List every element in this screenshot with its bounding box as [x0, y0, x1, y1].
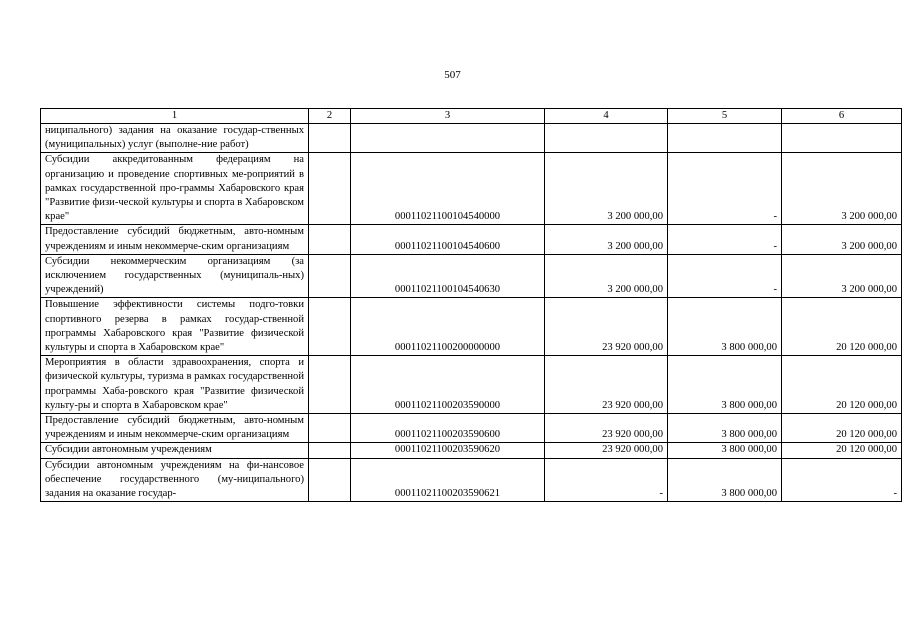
table-row: [41, 356, 902, 414]
column-header: 3: [351, 109, 545, 124]
cell-col2: [309, 225, 351, 254]
cell-col2: [309, 298, 351, 356]
column-header: 1: [41, 109, 309, 124]
cell-code: 00011021100104540600: [351, 225, 545, 254]
cell-value-6: 20 120 000,00: [782, 414, 902, 443]
cell-code: 00011021100203590600: [351, 414, 545, 443]
cell-value-6: 3 200 000,00: [782, 254, 902, 298]
table-row: [41, 124, 902, 153]
cell-value-5: -: [668, 153, 782, 225]
cell-value-6: 20 120 000,00: [782, 356, 902, 414]
cell-col2: [309, 356, 351, 414]
header-row: [41, 109, 902, 124]
cell-value-6: 20 120 000,00: [782, 298, 902, 356]
cell-value-5: 3 800 000,00: [668, 414, 782, 443]
cell-value-4: 23 920 000,00: [545, 443, 668, 458]
cell-value-5: -: [668, 254, 782, 298]
table-row: [41, 458, 902, 502]
table-row: [41, 225, 902, 254]
cell-name: Субсидии некоммерческим организациям (за исключением государственных (муниципаль-ных) учреждений): [41, 254, 309, 298]
cell-code: 00011021100104540000: [351, 153, 545, 225]
cell-col2: [309, 443, 351, 458]
cell-value-5: 3 800 000,00: [668, 458, 782, 502]
cell-value-6: -: [782, 458, 902, 502]
cell-value-4: -: [545, 458, 668, 502]
table-row: [41, 414, 902, 443]
cell-code: 00011021100203590000: [351, 356, 545, 414]
column-header: 6: [782, 109, 902, 124]
cell-code: [351, 124, 545, 153]
cell-code: 00011021100104540630: [351, 254, 545, 298]
table-row: [41, 443, 902, 458]
cell-value-4: 23 920 000,00: [545, 298, 668, 356]
cell-col2: [309, 124, 351, 153]
cell-value-6: [782, 124, 902, 153]
cell-value-4: 3 200 000,00: [545, 254, 668, 298]
cell-code: 00011021100203590621: [351, 458, 545, 502]
page-number: 507: [444, 69, 461, 81]
cell-value-4: 23 920 000,00: [545, 414, 668, 443]
cell-col2: [309, 458, 351, 502]
cell-name: Субсидии автономным учреждениям на фи-нансовое обеспечение государственного (му-ниципального) задания на оказание государ-: [41, 458, 309, 502]
table-body: [41, 124, 902, 502]
cell-col2: [309, 153, 351, 225]
cell-value-4: 3 200 000,00: [545, 225, 668, 254]
cell-code: 00011021100200000000: [351, 298, 545, 356]
table-row: [41, 298, 902, 356]
cell-value-5: [668, 124, 782, 153]
cell-value-5: 3 800 000,00: [668, 443, 782, 458]
cell-value-5: 3 800 000,00: [668, 298, 782, 356]
cell-name: Субсидии автономным учреждениям: [41, 443, 309, 458]
cell-value-4: [545, 124, 668, 153]
cell-value-6: 3 200 000,00: [782, 153, 902, 225]
cell-col2: [309, 254, 351, 298]
table-row: [41, 254, 902, 298]
cell-name: ниципального) задания на оказание государ-ственных (муниципальных) услуг (выполне-ние работ): [41, 124, 309, 153]
column-header: 4: [545, 109, 668, 124]
cell-value-5: 3 800 000,00: [668, 356, 782, 414]
cell-value-4: 23 920 000,00: [545, 356, 668, 414]
cell-name: Мероприятия в области здравоохранения, спорта и физической культуры, туризма в рамках государственной программы Хаба-ровского края "Развитие физической культу-ры и спорта в Хабаровском крае": [41, 356, 309, 414]
cell-name: Предоставление субсидий бюджетным, авто-номным учреждениям и иным некоммерче-ским организациям: [41, 414, 309, 443]
cell-name: Предоставление субсидий бюджетным, авто-номным учреждениям и иным некоммерче-ским организациям: [41, 225, 309, 254]
cell-value-6: 3 200 000,00: [782, 225, 902, 254]
table-row: [41, 153, 902, 225]
cell-name: Повышение эффективности системы подго-товки спортивного резерва в рамках государ-ственной программы Хабаровского края "Развитие физической культуры и спорта в Хабаровском крае": [41, 298, 309, 356]
cell-col2: [309, 414, 351, 443]
budget-table: [40, 108, 902, 502]
cell-value-5: -: [668, 225, 782, 254]
column-header: 5: [668, 109, 782, 124]
cell-code: 00011021100203590620: [351, 443, 545, 458]
cell-name: Субсидии аккредитованным федерациям на организацию и проведение спортивных ме-роприятий в рамках государственной про-граммы Хабаровского края "Развитие физи-ческой культуры и спорта в Хабаровском крае": [41, 153, 309, 225]
column-header: 2: [309, 109, 351, 124]
cell-value-6: 20 120 000,00: [782, 443, 902, 458]
cell-value-4: 3 200 000,00: [545, 153, 668, 225]
